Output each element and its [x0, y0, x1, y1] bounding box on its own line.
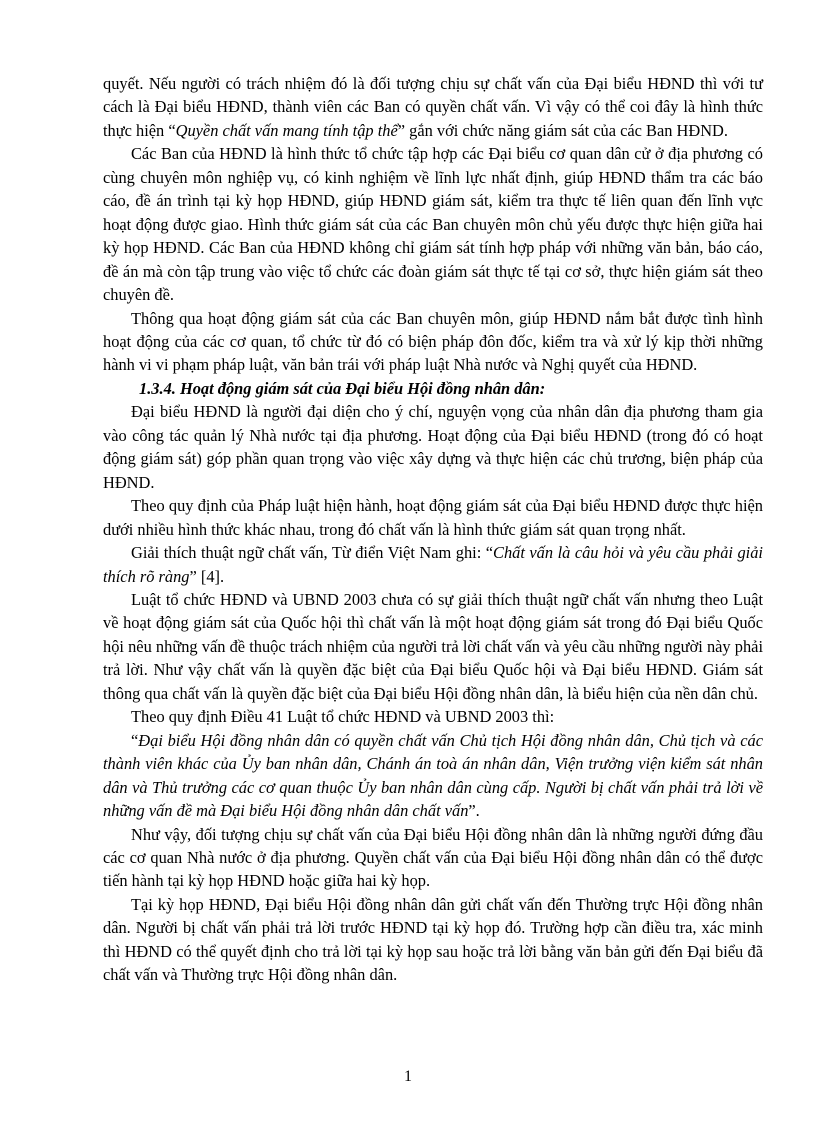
paragraph-7: Luật tổ chức HĐND và UBND 2003 chưa có sự giải thích thuật ngữ chất vấn nhưng theo Luật về hoạt động giám sát của Quốc hội thì chất vấn là một hoạt động giám sát trong đó Đại biểu Quốc hội nêu những vấn đề thuộc trách nhiệm của người trả lời chất vấn và yêu cầu những người này phải trả lời. Như vậy chất vấn là quyền đặc biệt của Đại biểu Quốc hội và Đại biểu HĐND. Giám sát thông qua chất vấn là quyền đặc biệt của Đại biểu Hội đồng nhân dân, là biểu hiện của nền dân chủ.: [103, 589, 763, 703]
paragraph-6: Giải thích thuật ngữ chất vấn, Từ điển Việt Nam ghi: “Chất vấn là câu hỏi và yêu cầu phải giải thích rõ ràng” [4].: [103, 543, 763, 586]
paragraph-1: quyết. Nếu người có trách nhiệm đó là đối tượng chịu sự chất vấn của Đại biểu HĐND thì với tư cách là Đại biểu HĐND, thành viên các Ban có quyền chất vấn. Vì vậy có thể coi đây là hình thức thực hiện “Quyền chất vấn mang tính tập thể” gắn với chức năng giám sát của các Ban HĐND.: [103, 74, 763, 140]
page-number: 1: [404, 1068, 412, 1085]
section-heading: 1.3.4. Hoạt động giám sát của Đại biểu Hội đồng nhân dân:: [139, 378, 546, 398]
quoted-article: “Đại biểu Hội đồng nhân dân có quyền chất vấn Chủ tịch Hội đồng nhân dân, Chủ tịch và các thành viên khác của Ủy ban nhân dân, Chánh án toà án nhân dân, Viện trưởng viện kiểm sát nhân dân và Thủ trưởng các cơ quan thuộc Ủy ban nhân dân cùng cấp. Người bị chất vấn phải trả lời về những vấn đề mà Đại biểu Hội đồng nhân dân chất vấn”.: [103, 730, 763, 821]
italic-quote: Quyền chất vấn mang tính tập thể: [175, 120, 398, 140]
paragraph-3: Thông qua hoạt động giám sát của các Ban chuyên môn, giúp HĐND nắm bắt được tình hình hoạt động của các cơ quan, tổ chức từ đó có biện pháp đôn đốc, kiểm tra và xử lý kịp thời những hành vi vi phạm pháp luật, văn bản trái với pháp luật Nhà nước và Nghị quyết của HĐND.: [103, 308, 763, 375]
paragraph-2: Các Ban của HĐND là hình thức tổ chức tập hợp các Đại biểu cơ quan dân cử ở địa phương có cùng chuyên môn nghiệp vụ, có kinh nghiệm về lĩnh lực nhất định, giúp HĐND thẩm tra các báo cáo, đề án trình tại kỳ họp HĐND, giúp HĐND giám sát, kiểm tra thực tế liên quan đến lĩnh vực hoạt động được giao. Hình thức giám sát của các Ban chuyên môn chủ yếu được thực hiện giữa hai kỳ họp HĐND. Các Ban của HĐND không chỉ giám sát tính hợp pháp với những văn bản, báo cáo, đề án mà còn tập trung vào việc tổ chức các đoàn giám sát thực tế tại cơ sở, thực hiện giám sát theo chuyên đề.: [103, 144, 763, 305]
paragraph-8: Theo quy định Điều 41 Luật tổ chức HĐND và UBND 2003 thì:: [131, 707, 555, 727]
italic-quote: Chất vấn là câu hỏi và yêu cầu phải giải thích rõ ràng: [103, 543, 763, 586]
paragraph-5: Theo quy định của Pháp luật hiện hành, hoạt động giám sát của Đại biểu HĐND được thực hiện dưới nhiều hình thức khác nhau, trong đó chất vấn là hình thức giám sát quan trọng nhất.: [103, 496, 763, 539]
paragraph-10: Như vậy, đối tượng chịu sự chất vấn của Đại biểu Hội đồng nhân dân là những người đứng đầu các cơ quan Nhà nước ở địa phương. Quyền chất vấn của Đại biểu Hội đồng nhân dân có thể được tiến hành tại kỳ họp HĐND hoặc giữa hai kỳ họp.: [103, 824, 763, 891]
italic-quote: Đại biểu Hội đồng nhân dân có quyền chất vấn Chủ tịch Hội đồng nhân dân, Chủ tịch và các thành viên khác của Ủy ban nhân dân, Chánh án toà án nhân dân, Viện trưởng viện kiểm sát nhân dân và Thủ trưởng các cơ quan thuộc Ủy ban nhân dân cùng cấp. Người bị chất vấn phải trả lời về những vấn đề mà Đại biểu Hội đồng nhân dân chất vấn: [103, 730, 763, 821]
paragraph-11: Tại kỳ họp HĐND, Đại biểu Hội đồng nhân dân gửi chất vấn đến Thường trực Hội đồng nhân dân. Người bị chất vấn phải trả lời trước HĐND tại kỳ họp đó. Trường hợp cần điều tra, xác minh thì HĐND có thể quyết định cho trả lời tại kỳ họp sau hoặc trả lời bằng văn bản gửi đến Đại biểu đã chất vấn và Thường trực Hội đồng nhân dân.: [103, 894, 763, 985]
paragraph-4: Đại biểu HĐND là người đại diện cho ý chí, nguyện vọng của nhân dân địa phương tham gia vào công tác quản lý Nhà nước tại địa phương. Hoạt động của Đại biểu HĐND (trong đó có hoạt động giám sát) góp phần quan trọng vào việc xây dựng và thực hiện các chủ trương, biện pháp của HĐND.: [103, 402, 763, 492]
document-body: [103, 72, 763, 987]
